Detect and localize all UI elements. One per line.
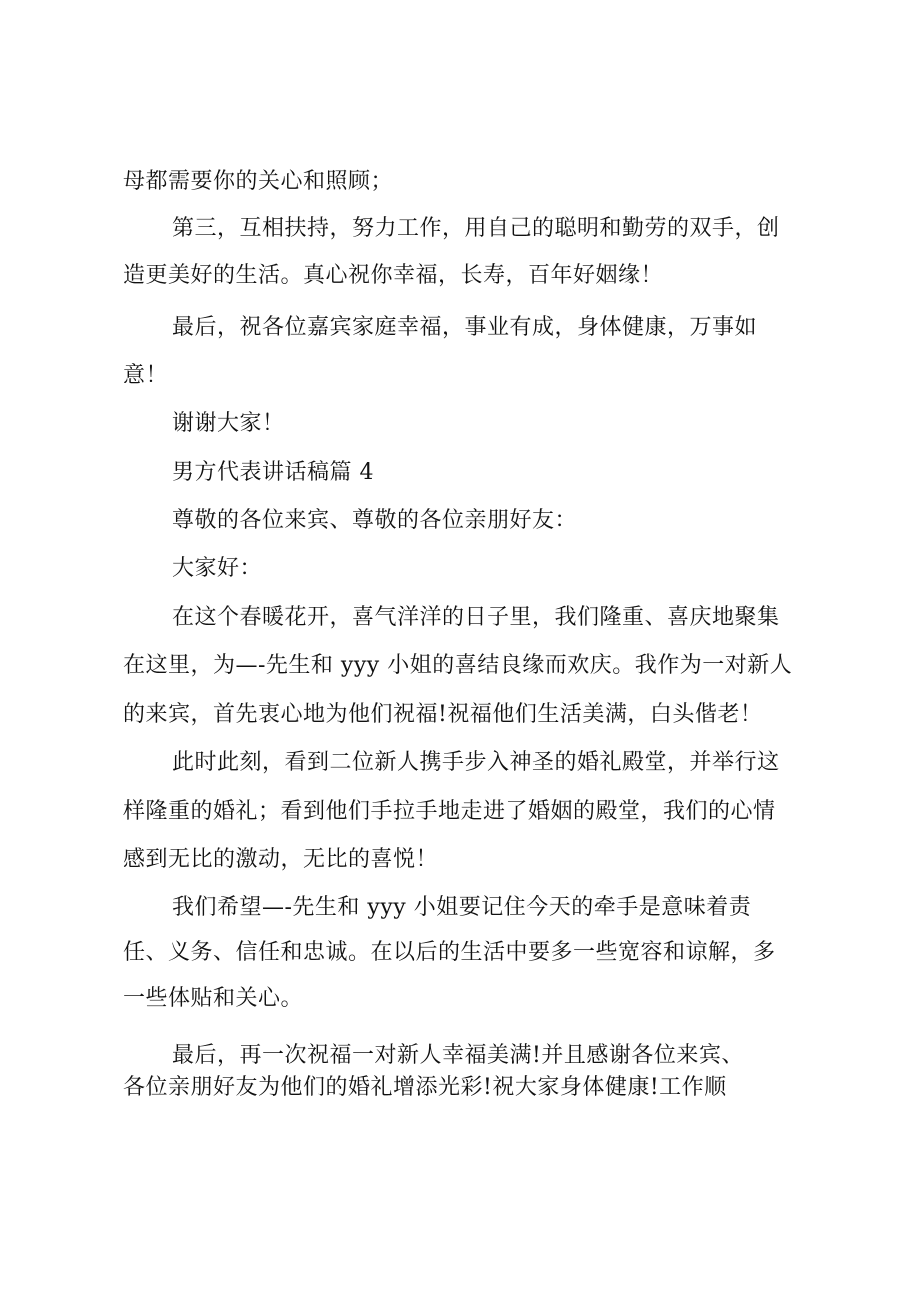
section-heading: 男方代表讲话稿篇 4 <box>172 460 374 485</box>
text-line: 第三，互相扶持，努力工作，用自己的聪明和勤劳的双手，创 <box>172 216 780 241</box>
greeting: 大家好： <box>172 556 263 581</box>
text-line: 我们希望—-先生和 yyy 小姐要记住今天的牵手是意味着责 <box>172 895 752 920</box>
text-line: 一些体贴和关心。 <box>123 986 304 1011</box>
text-line: 最后，祝各位嘉宾家庭幸福，事业有成，身体健康，万事如 <box>172 315 758 340</box>
text-line: 感到无比的激动，无比的喜悦！ <box>123 847 439 872</box>
text-line: 在这里，为—-先生和 yyy 小姐的喜结良缘而欢庆。我作为一对新人 <box>123 653 793 678</box>
text-line: 在这个春暖花开，喜气洋洋的日子里，我们隆重、喜庆地聚集 <box>172 605 780 630</box>
text-line: 的来宾，首先衷心地为他们祝福!祝福他们生活美满，白头偕老！ <box>123 702 763 727</box>
text-line: 造更美好的生活。真心祝你幸福，长寿，百年好姻缘！ <box>123 263 664 288</box>
text-line: 任、义务、信任和忠诚。在以后的生活中要多一些宽容和谅解，多 <box>123 940 776 965</box>
salutation: 尊敬的各位来宾、尊敬的各位亲朋好友： <box>172 508 578 533</box>
text-line: 意！ <box>123 363 169 388</box>
text-line: 谢谢大家！ <box>172 411 285 436</box>
text-line: 母都需要你的关心和照顾； <box>123 169 394 194</box>
text-line: 此时此刻，看到二位新人携手步入神圣的婚礼殿堂，并举行这 <box>172 750 780 775</box>
text-line: 样隆重的婚礼；看到他们手拉手地走进了婚姻的殿堂，我们的心情 <box>123 799 776 824</box>
text-line: 各位亲朋好友为他们的婚礼增添光彩!祝大家身体健康!工作顺 <box>123 1075 727 1100</box>
text-line: 最后，再一次祝福一对新人幸福美满!并且感谢各位来宾、 <box>172 1043 744 1068</box>
